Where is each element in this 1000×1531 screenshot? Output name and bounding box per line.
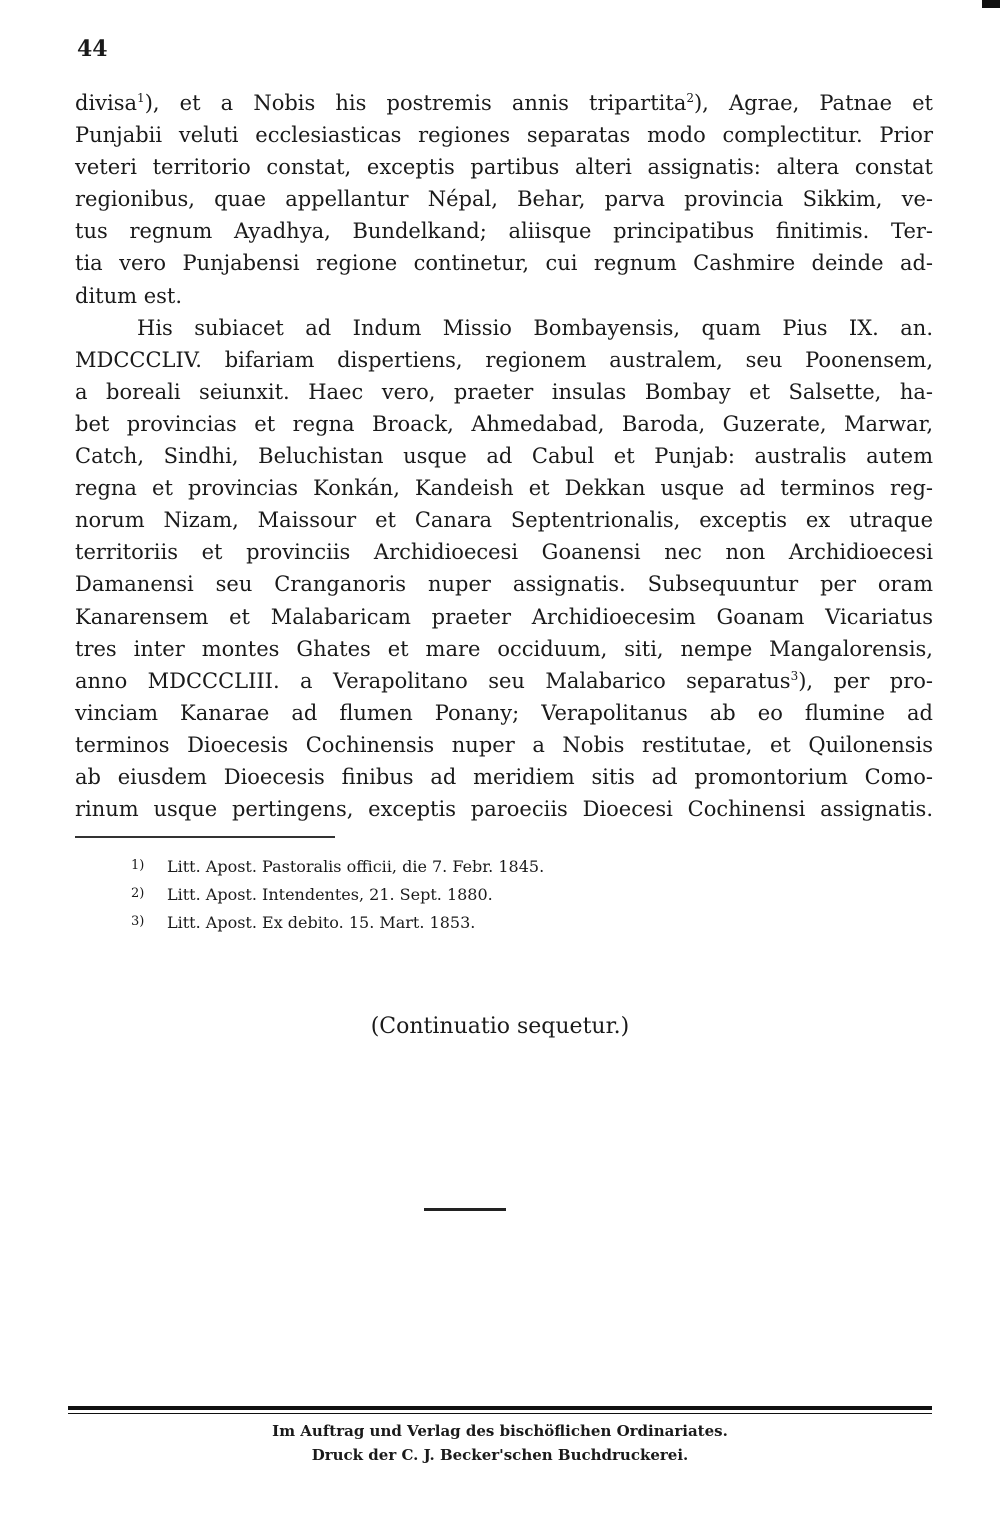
body-line [75,119,933,151]
imprint [0,1419,1000,1467]
body-line [75,568,933,600]
line-text: ), per pro- [798,668,933,693]
body-line [75,536,933,568]
line-text: tia vero Punjabensi regione continetur, cui regnum Cashmire deinde ad- [75,251,933,276]
line-text: norum Nizam, Maissour et Canara Septentrionalis, exceptis ex utraque [75,508,933,533]
body-line [75,344,933,376]
line-text: tres inter montes Ghates et mare occiduum, siti, nempe Mangalorensis, [75,636,933,661]
line-text: bet provincias et regna Broack, Ahmedabad, Baroda, Guzerate, Marwar, [75,411,933,436]
footnote-mark: 2) [131,886,145,901]
line-text: territoriis et provinciis Archidioecesi Goanensi nec non Archidioecesi [75,540,933,565]
body-line [75,761,933,793]
body-line [75,504,933,536]
body-line [75,247,933,279]
line-text: MDCCCLIV. bifariam dispertiens, regionem australem, seu Poonensem, [75,347,933,372]
imprint-publisher: Im Auftrag und Verlag des bischöflichen Ordinariates. [272,1422,728,1440]
footnote-mark: 1) [131,858,145,873]
line-text: Punjabii veluti ecclesiasticas regiones separatas modo complectitur. Prior [75,123,933,148]
line-text: a boreali seiunxit. Haec vero, praeter insulas Bombay et Salsette, ha- [75,379,933,404]
footnotes [131,852,544,936]
footnote-mark: 3) [131,914,145,929]
body-line [75,87,933,119]
continuation-note: (Continuatio sequetur.) [370,1014,630,1039]
footnote [131,852,544,880]
footnote-text: Litt. Apost. Ex debito. 15. Mart. 1853. [167,913,476,932]
line-text: ), Agrae, Patnae et [693,91,933,115]
body-line [75,376,933,408]
line-text: regionibus, quae appellantur Népal, Behar, parva provincia Sikkim, ve- [75,187,933,212]
footnote-ref: 3 [790,668,799,683]
body-line [75,601,933,633]
footnote-ref: 2 [686,91,694,105]
line-text: His subiacet ad Indum Missio Bombayensis, quam Pius IX. an. [137,315,933,340]
imprint-rule-thin [68,1413,932,1414]
line-text: ), et a Nobis his postremis annis tripartita [144,91,687,115]
body-text [75,87,933,825]
line-text: tus regnum Ayadhya, Bundelkand; aliisque principatibus finitimis. Ter- [75,219,933,244]
body-line [75,215,933,247]
line-text: vinciam Kanarae ad flumen Ponany; Verapolitanus ab eo flumine ad [75,700,933,725]
footnote-text: Litt. Apost. Pastoralis officii, die 7. Febr. 1845. [167,857,545,876]
imprint-rule-thick [68,1406,932,1410]
body-line [75,151,933,183]
end-rule [424,1208,506,1211]
body-line [75,472,933,504]
footnote-text: Litt. Apost. Intendentes, 21. Sept. 1880. [167,885,493,904]
body-line [75,729,933,761]
line-text: veteri territorio constat, exceptis partibus alteri assignatis: altera constat [75,155,933,180]
footnote [131,908,544,936]
footnote [131,880,544,908]
line-text: divisa [75,91,138,115]
line-text: Kanarensem et Malabaricam praeter Archidioecesim Goanam Vicariatus [75,604,933,629]
footnote-separator [75,836,335,838]
body-line [75,697,933,729]
line-text: anno MDCCCLIII. a Verapolitano seu Malabarico separatus [75,668,791,693]
body-line [75,408,933,440]
scan-edge-mark [982,0,1000,8]
body-line [75,280,933,312]
line-text: Catch, Sindhi, Beluchistan usque ad Cabul et Punjab: australis autem [75,444,933,469]
body-line [75,440,933,472]
line-text: terminos Dioecesis Cochinensis nuper a Nobis restitutae, et Quilonensis [75,732,933,757]
body-line [75,665,933,697]
line-text: regna et provincias Konkán, Kandeish et Dekkan usque ad terminos reg- [75,476,933,501]
page-number: 44 [77,36,108,62]
line-text: rinum usque pertingens, exceptis paroeciis Dioecesi Cochinensi assignatis. [75,797,933,822]
imprint-printer: Druck der C. J. Becker'schen Buchdruckerei. [311,1446,689,1464]
body-line [75,633,933,665]
line-text: Damanensi seu Cranganoris nuper assignatis. Subsequuntur per oram [75,572,933,597]
footnote-ref: 1 [137,91,145,105]
line-text: ab eiusdem Dioecesis finibus ad meridiem sitis ad promontorium Como- [75,764,933,789]
body-line [75,312,933,344]
body-line [75,793,933,825]
line-text: ditum est. [75,283,183,308]
body-line [75,183,933,215]
